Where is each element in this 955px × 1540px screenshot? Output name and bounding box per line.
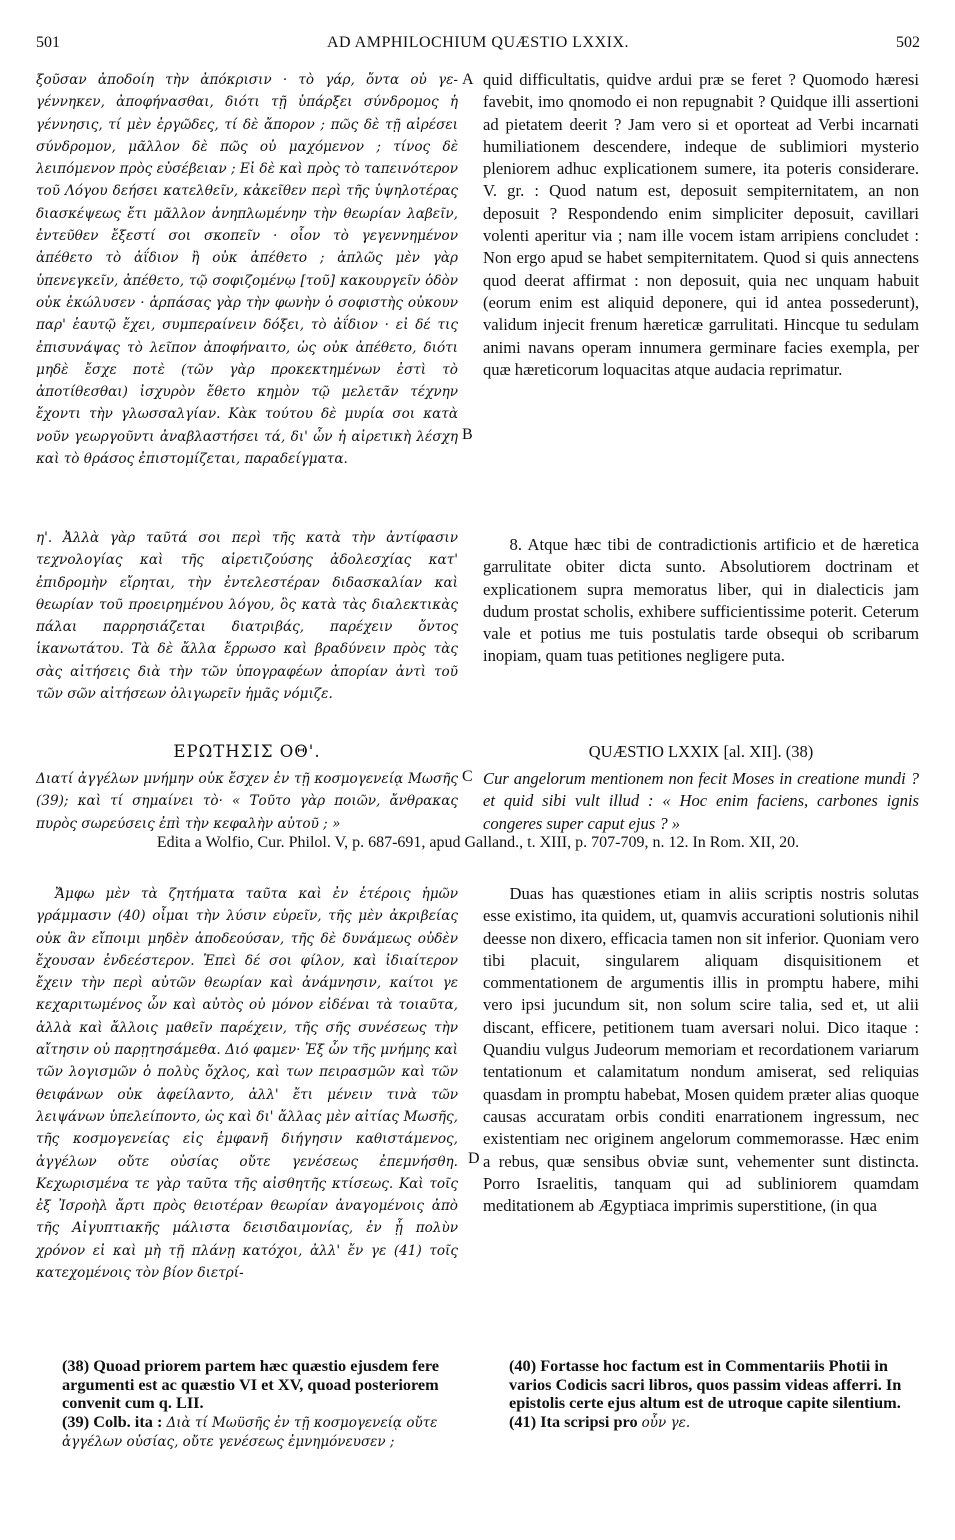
footnote-39-prefix: (39) Colb. ita : [62, 1411, 163, 1431]
greek-section-8 [36, 527, 458, 705]
page-number-left: 501 [36, 34, 60, 51]
running-header [36, 34, 920, 60]
latin-question-text [483, 768, 919, 835]
latin-paragraph: 8. Atque hæc tibi de contradictionis artificio et de hæretica garrulitate obiter dicta sunto. Absolutiorem doctrinam et explicationem supra memoratus liber, qui in dialecticis jam dudum prostat scholis, exhibere sufficientissime poterit. Ceterum vale et potius me tuis postulatis tarde obsequi ob scribarum inopiam, quam tuas petitiones negligere puta. [483, 535, 919, 666]
footnote-38: (38) Quoad priorem partem hæc quæstio ejusdem fere argumenti est ac quæstio VI et XV, quoad posteriorem convenit cum q. LII. [62, 1356, 439, 1412]
latin-section-8 [483, 534, 919, 668]
margin-letter-a: A [462, 71, 474, 88]
greek-paragraph: Ἄμφω μὲν τὰ ζητήματα ταῦτα καὶ ἐν ἑτέροις ἡμῶν γράμμασιν (40) οἶμαι τὴν λύσιν εὑρεῖν, τῆς μὲν ἀκριβείας οὐκ ἂν εἴποιμι μηδὲν ἀποδεούσαν, τῆς δὲ δυνάμεως οὐδὲν ἔχουσαν ἐνδεέστερον. Ἐπεὶ δέ σοι φίλον, καὶ ἰδιαίτερον ἔχειν τὴν περὶ αὐτῶν θεωρίαν καὶ ἀνάμνησιν, καίτοι γε κεχαριτωμένος ὧν καὶ αὐτὸς οὐ μόνον εἰδέναι τὰ τοιαῦτα, ἀλλὰ καὶ ἄλλοις μαθεῖν παρέχειν, τῆς σῆς συνέσεως τὴν αἴτησιν οὐ παρῃτησάμεθα. Διό φαμεν· Ἐξ ὧν τῆς μνήμης καὶ τῶν λογισμῶν ὁ πολὺς ὄχλος, καὶ των πειρασμῶν καὶ τῶν θειφάνων οὐκ ἀφείλαντο, ἀλλ' ἔτι μένειν τινὰ τῶν λειψάνων ὑπελείποντο, ὡς καὶ δι' ἄλλας μὲν αἰτίας Μωσῆς, τῆς κοσμογενείας εἰς ἐμφανῆ διήγησιν καθιστάμενος, ἀγγέλων οὔτε οὐσίας οὔτε γενέσεως ἐπεμνήσθη. Κεχωρισμένα τε γὰρ ταῦτα τῆς αἰσθητῆς κτίσεως. Καὶ τοῖς ἐξ Ἰσροὴλ ἄρτι πρὸς θειοτέραν θεωρίαν ἀναγομένοις ἀπὸ τῆς Αἰγυπτιακῆς μάλιστα δεισιδαιμονίας, ἐν ᾗ πολὺν χρόνον εἰ καὶ μὴ τῇ πλάνῃ κατόχοι, ἀλλ' ἔν γε (41) τοῖς κατεχομένοις τὸν βίον διετρί- [36, 886, 458, 1282]
footnote-41 [509, 1413, 921, 1433]
latin-column-top [483, 69, 919, 381]
page-number-right: 502 [896, 34, 920, 51]
latin-paragraph: Duas has quæstiones etiam in aliis scriptis nostris solutas esse existimo, ita quidem, ut, quamvis accurationi solutionis nihil deesse non dixero, efficacia tamen non sit inferior. Quoniam vero tibi placuit, singularem aliquam disquisitionem et commentationem de argumentis illis in promptu habere, mihi vero ipsi jucundum sit, non solum scire talia, sed et, ut alii discant, efficere, petitionem tuam aversari nolui. Dico itaque : Quandiu vulgus Judeorum memoriam et recordationem variarum tentationum et calamitatum nondum amiserat, sed reliquias quasdam in promptu habebat, Mosen quidem præter alias quoque causas accuratam orbis conditi enarrationem ingressum, nec existentiam nec originem angelorum commemorasse. Hæc enim a rebus, quæ sensibus obviæ sunt, vehementer sunt distincta. Porro Israelitis, tanquam qui ad subliniorem quamdam meditationem ab Ægyptiaca imprimis superstitione, (in qua [483, 884, 919, 1216]
footnote-41-greek: οὖν γε. [641, 1414, 691, 1431]
greek-paragraph: η'. Ἀλλὰ γὰρ ταῦτά σοι περὶ τῆς κατὰ τὴν ἀντίφασιν τεχνολογίας καὶ τῆς αἱρετιζούσης ἀδολεσχίας κατ' ἐπιδρομὴν εἴρηται, τὴν ἐντελεστέραν διδασκαλίαν καὶ θεωρίαν τοῦ προειρημένου λόγου, ὃς κατὰ τὰς διαλεκτικὰς πάλαι παρρησιάζεται διατριβάς, παρέχειν ὄντος ἱκανωτάτου. Τὰ δὲ ἄλλα ἔρρωσο καὶ βραδύνειν πρὸς τὰς σὰς αἰτήσεις διὰ τὴν τῶν ὑπογραφέων ἀπορίαν ἀντὶ τοῦ τῶν σῶν αἰτήσεων ὀλιγωρεῖν ἡμᾶς νόμιζε. [36, 530, 458, 703]
greek-paragraph: Διατί ἀγγέλων μνήμην οὐκ ἔσχεν ἐν τῇ κοσμογενείᾳ Μωσῆς (39); καὶ τί σημαίνει τὸ· « Τοῦτο γὰρ ποιῶν, ἄνθρακας πυρὸς σωρεύσεις ἐπὶ τὴν κεφαλὴν αὐτοῦ ; » [36, 771, 458, 832]
greek-question-heading: ΕΡΩΤΗΣΙΣ ΟΘ'. [173, 742, 321, 761]
edition-note: Edita a Wolfio, Cur. Philol. V, p. 687-691, apud Galland., t. XIII, p. 707-709, n. 12. In Rom. XII, 20. [156, 834, 800, 851]
footnotes-left [62, 1357, 462, 1452]
greek-column-top [36, 69, 458, 470]
latin-paragraph: quid difficultatis, quidve ardui præ se feret ? Quomodo hæresi favebit, imo qnomodo ei non repugnabit ? Quidque illi assertioni ad pietatem deerit ? Jam vero si et oporteat ad Verbi incarnati humiliationem descendere, indeque de sublimiori mysterio pleniorem adhuc explicationem sumere, ita poteris considerare. V. gr. : Quod natum est, deposuit sempiternitatem, an non deposuit ? Respondendo enim simpliciter deposuit, cavillari volenti aperitur via ; nam ille vocem istam arripiens concludet : Non ergo apud se habet sempiternitatem. Quod si quis annectens quod deerat affirmat : non deposuit, quia nec unquam habuit (eorum enim est aliquid deponere, qui id antea possederunt), validum injecit frenum hæreticæ garrulitati. Hincque tu sedulam animi navans operam innumera germinare facies exempla, per quæ hæreticorum loquacitas atque audacia reprimatur. [483, 70, 919, 379]
latin-paragraph: Cur angelorum mentionem non fecit Moses in creatione mundi ? et quid sibi vult illud : « Hoc enim faciens, carbones ignis congeres super caput ejus ? » [483, 769, 919, 833]
margin-letter-b: B [462, 426, 473, 443]
margin-letter-c: C [462, 768, 473, 785]
footnote-40: (40) Fortasse hoc factum est in Commentariis Photii in varios Codicis sacri libros, quos passim videas afferri. In epistolis certe ejus altum est de utroque capite silentium. [509, 1356, 902, 1412]
greek-paragraph: ξοῦσαν ἀποδοίη τὴν ἀπόκρισιν · τὸ γάρ, ὄντα οὐ γε-γέννηκεν, ἀποφήνασθαι, διότι τῇ ὑπάρξει σύνδρομος ἡ γέννησις, τί μὲν ἐργῶδες, τί δὲ ἄπορον ; πῶς δὲ τῇ αἱρέσει σύνδρομον, μᾶλλον δὲ πῶς οὐ μαχόμενον ; τίνος δὲ λειπόμενον πρὸς εὐσέβειαν ; Εἰ δὲ καὶ πρὸς τὸ ταπεινότερον τοῦ Λόγου δεήσει κατελθεῖν, κἀκεῖθεν περὶ τῆς ὑψηλοτέρας διασκέψεως ἔτι μᾶλλον ἀνηπλωμένην τὴν θεωρίαν λαβεῖν, ἐντεῦθεν ἔξεστί σοι σκοπεῖν · οἷον τὸ γεγεννημένον ἀπέθετο τὸ ἀΐδιον ἢ οὐκ ἀπέθετο ; ἁπλῶς μὲν γὰρ ὑπενεγκεῖν, ἀπέθετο, τῷ σοφιζομένῳ [τοῦ] κακουργεῖν ὁδὸν οὐκ ἐκώλυσεν · ἁρπάσας γὰρ τὴν φωνὴν ὁ σοφιστὴς οὐκουν παρ' ἑαυτῷ ἔχει, συμπεραίνειν δόξει, τὸ ἀΐδιον · εἰ δέ τις ἐπισυνάψας τὸ λεῖπον ἀποφήναιτο, ὡς οὐκ ἀπέθετο, διότι μηδὲ ἔσχε ποτὲ (τῶν γὰρ προκεκτημένων ἐστὶ τὸ ἀποτίθεσθαι) ἰσχυρὸν ἔθετο κημὸν τῷ μελετᾶν τέχνην ἔχοντι τὴν γλωσσαλγίαν. Κὰκ τούτου δὲ μυρία σοι κατὰ νοῦν γεωργοῦντι ἀναβλαστήσει τά, δι' ὧν ἡ αἱρετικὴ λέσχη καὶ τὸ θράσος ἐπιστομίζεται, παραδείγματα. [36, 72, 458, 468]
footnotes-right [509, 1357, 921, 1432]
footnote-39 [62, 1413, 462, 1452]
greek-question-text [36, 768, 458, 835]
greek-column-body [36, 883, 458, 1284]
footnote-39-greek: Διὰ τί Μωϋσῆς ἐν τῇ κοσμογενείᾳ οὔτε ἀγγέλων οὐσίας, οὔτε γενέσεως ἐμνημόνευσεν ; [62, 1414, 438, 1450]
latin-column-body [483, 883, 919, 1217]
footnote-41-prefix: (41) Ita scripsi pro [509, 1411, 638, 1431]
margin-letter-d: D [468, 1150, 480, 1167]
running-title: AD AMPHILOCHIUM QUÆSTIO LXXIX. [326, 34, 630, 51]
latin-question-heading: QUÆSTIO LXXIX [al. XII]. (38) [588, 742, 814, 761]
